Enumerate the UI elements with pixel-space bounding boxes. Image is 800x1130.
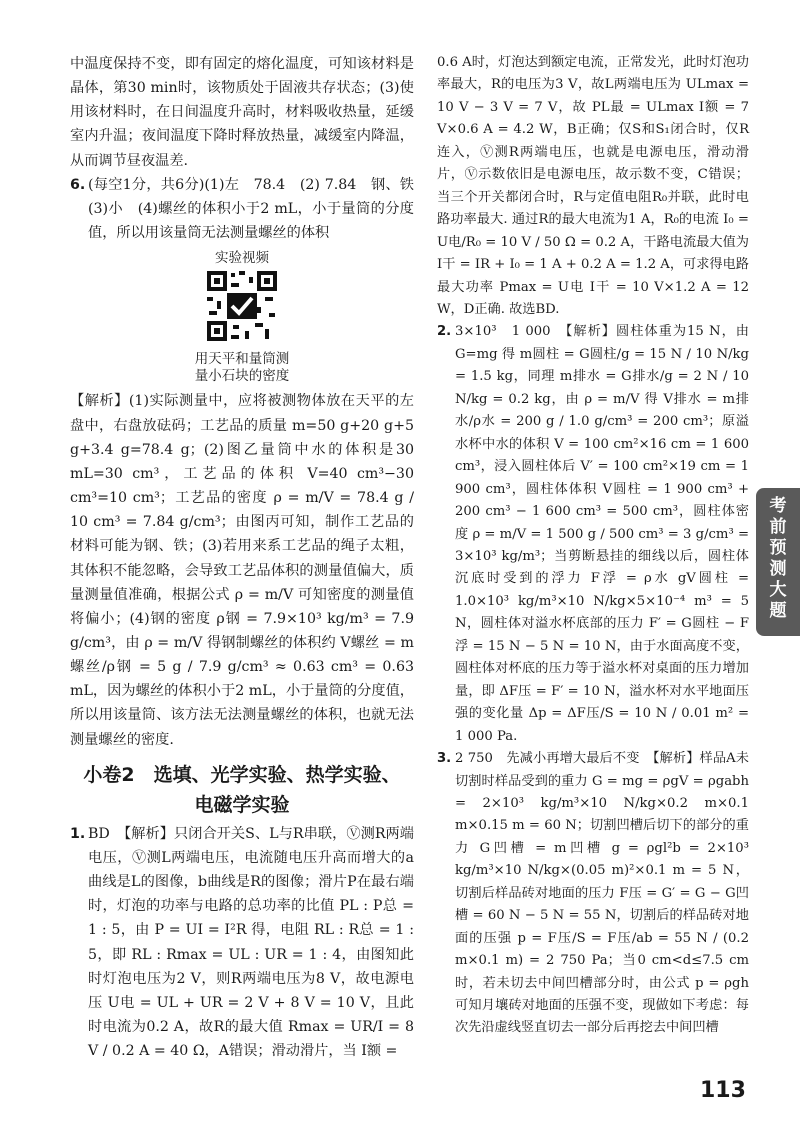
question-answer: (每空1分，共6分)(1)左 78.4 (2) 7.84 钢、铁 (3)小 (4)螺丝的体积小于2 mL，小于量筒的分度值，所以用该量筒无法测量螺丝的体积 (88, 176, 429, 242)
video-qr-block[interactable] (70, 249, 414, 385)
question-3 (437, 748, 749, 1040)
question-number: 3. (437, 751, 452, 767)
side-tab-char: 考 (769, 496, 787, 516)
question-6 (70, 173, 429, 245)
qr-caption-line: 量小石块的密度 (194, 368, 290, 385)
question-number: 2. (437, 324, 452, 340)
qr-caption-line: 用天平和量筒测 (194, 351, 290, 368)
question-number: 6. (70, 176, 86, 193)
side-tab (756, 488, 800, 636)
qr-title: 实验视频 (215, 250, 269, 267)
question-2 (437, 321, 749, 748)
question-number: 1. (70, 825, 86, 842)
question-1 (70, 822, 414, 1064)
left-column (70, 52, 429, 1063)
question-answer: 3×10³ 1 000 【解析】圆柱体重为15 N，由 G=mg 得 m圆柱 = G圆柱/g = 15 N / 10 N/kg = 1.5 kg，同理 m排水 = G排水/g = 2 N / 10 N/kg = 0.2 kg，由 ρ = m/V 得 V排水 = m排水/ρ水 = 200 g / 1.0 g/cm³ = 200 cm³；原溢水杯中水的体积 V = 100 cm²×16 cm = 1 600 cm³，浸入圆柱体后 V′ = 100 cm²×19 cm = 1 900 cm³，圆柱体体积 V圆柱 = 1 900 cm³ + 200 cm³ − 1 600 cm³ = 500 cm³，圆柱体密度 ρ = m/V = 1 500 g / 500 cm³ = 3 g/cm³ = 3×10³ kg/m³；当剪断悬挂的细线以后，圆柱体沉底时受到的浮力 F浮 = ρ水 gV圆柱 = 1.0×10³ kg/m³×10 N/kg×5×10⁻⁴ m³ = 5 N，圆柱体对溢水杯底部的压力 F′ = G圆柱 − F浮 = 15 N − 5 N = 10 N，由于水面高度不变，圆柱体对杯底的压力等于溢水杯对桌面的压力增加量，即 ΔF压 = F′ = 10 N，溢水杯对水平地面压强的变化量 Δp = ΔF压/S = 10 N / 0.01 m² = 1 000 Pa. (455, 324, 749, 744)
side-tab-char: 预 (769, 538, 787, 558)
qr-code-icon[interactable] (205, 269, 279, 343)
question-answer: BD 【解析】只闭合开关S、L与R串联，Ⓥ测R两端电压，Ⓥ测L两端电压，电流随电压升高而增大的a曲线是L的图像，b曲线是R的图像；滑片P在最右端时，灯泡的功率与电路的总功率的比值 PL : P总 = 1 : 5，由 P = UI = I²R 得，电阻 RL : R总 = 1 : 5，即 RL : Rmax = UL : UR = 1 : 4，由图知此时灯泡电压为2 V，则R两端电压为8 V，故电源电压 U电 = UL + UR = 2 V + 8 V = 10 V，且此时电流为0.2 A，故R的最大值 Rmax = UR/I = 8 V / 0.2 A = 40 Ω，A错误；滑动滑片，当 I额 = (88, 825, 414, 1060)
page-number: 113 (700, 1078, 746, 1103)
intro-paragraph: 中温度保持不变，即有固定的熔化温度，可知该材料是晶体，第30 min时，该物质处于固液共存状态；(3)使用该材料时，在日间温度升高时，材料吸收热量，延缓室内升温；夜间温度下降时释放热量，减缓室内降温，从而调节昼夜温差. (70, 56, 414, 169)
question-answer: 2 750 先减小再增大最后不变 【解析】样品A未切割时样品受到的重力 G = mg = ρgV = ρgabh = 2×10³ kg/m³×10 N/kg×0.2 m×0.1 m×0.15 m = 60 N；切割凹槽后切下的部分的重力 G凹槽 = m凹槽 g = ρgl²b = 2×10³ kg/m³×10 N/kg×(0.05 m)²×0.1 m = 5 N，切割后样品砖对地面的压力 F压 = G′ = G − G凹槽 = 60 N − 5 N = 55 N，切割后的样品砖对地面的压强 p = F压/S = F压/ab = 55 N / (0.2 m×0.1 m) = 2 750 Pa；当0 cm<d≤7.5 cm时，若未切去中间凹槽部分时，由公式 p = ρgh 可知月壤砖对地面的压强不变，现做如下考虑：每次先沿虚线竖直切去一部分后再挖去中间凹槽 (455, 751, 749, 1036)
side-tab-char: 测 (769, 559, 787, 579)
section-title-line: 小卷2 选填、光学实验、热学实验、 (83, 763, 401, 786)
right-column (437, 52, 749, 1040)
section-title-line: 电磁学实验 (194, 793, 290, 816)
section-title (70, 760, 414, 820)
side-tab-char: 大 (769, 580, 787, 600)
question-6-analysis: 【解析】(1)实际测量中，应将被测物体放在天平的左盘中，右盘放砝码；工艺品的质量 m=50 g+20 g+5 g+3.4 g=78.4 g；(2)图乙量筒中水的体积是30 mL=30 cm³，工艺品的体积 V=40 cm³−30 cm³=10 cm³；工艺品的密度 ρ = m/V = 78.4 g / 10 cm³ = 7.84 g/cm³；由图丙可知，制作工艺品的材料可能为钢、铁；(3)若用来系工艺品的绳子太粗，其体积不能忽略，会导致工艺品体积的测量值偏大，质量测量值准确，根据公式 ρ = m/V 可知密度的测量值将偏小；(4)钢的密度 ρ钢 = 7.9×10³ kg/m³ = 7.9 g/cm³，由 ρ = m/V 得钢制螺丝的体积约 V螺丝 = m螺丝/ρ钢 = 5 g / 7.9 g/cm³ ≈ 0.63 cm³ = 0.63 mL，因为螺丝的体积小于2 mL，小于量筒的分度值，所以用该量筒、该方法无法测量螺丝的体积，也就无法测量螺丝的密度. (70, 393, 414, 748)
side-tab-char: 题 (769, 601, 787, 621)
question-1-continued: 0.6 A时，灯泡达到额定电流，正常发光，此时灯泡功率最大，R的电压为3 V，故L两端电压为 ULmax = 10 V − 3 V = 7 V，故 PL最 = ULmax I额 = 7 V×0.6 A = 4.2 W，B正确；仅S和S₁闭合时，仅R连入，Ⓥ测R两端电压，也就是电源电压，滑动滑片，Ⓥ示数依旧是电源电压，故示数不变，C错误；当三个开关都闭合时，R与定值电阻R₀并联，此时电路功率最大. 通过R的最大电流为1 A，R₀的电流 I₀ = U电/R₀ = 10 V / 50 Ω = 0.2 A，干路电流最大值为 I干 = IR + I₀ = 1 A + 0.2 A = 1.2 A，可求得电路最大功率 Pmax = U电 I干 = 10 V×1.2 A = 12 W，D正确. 故选BD. (437, 55, 749, 317)
side-tab-char: 前 (769, 517, 787, 537)
